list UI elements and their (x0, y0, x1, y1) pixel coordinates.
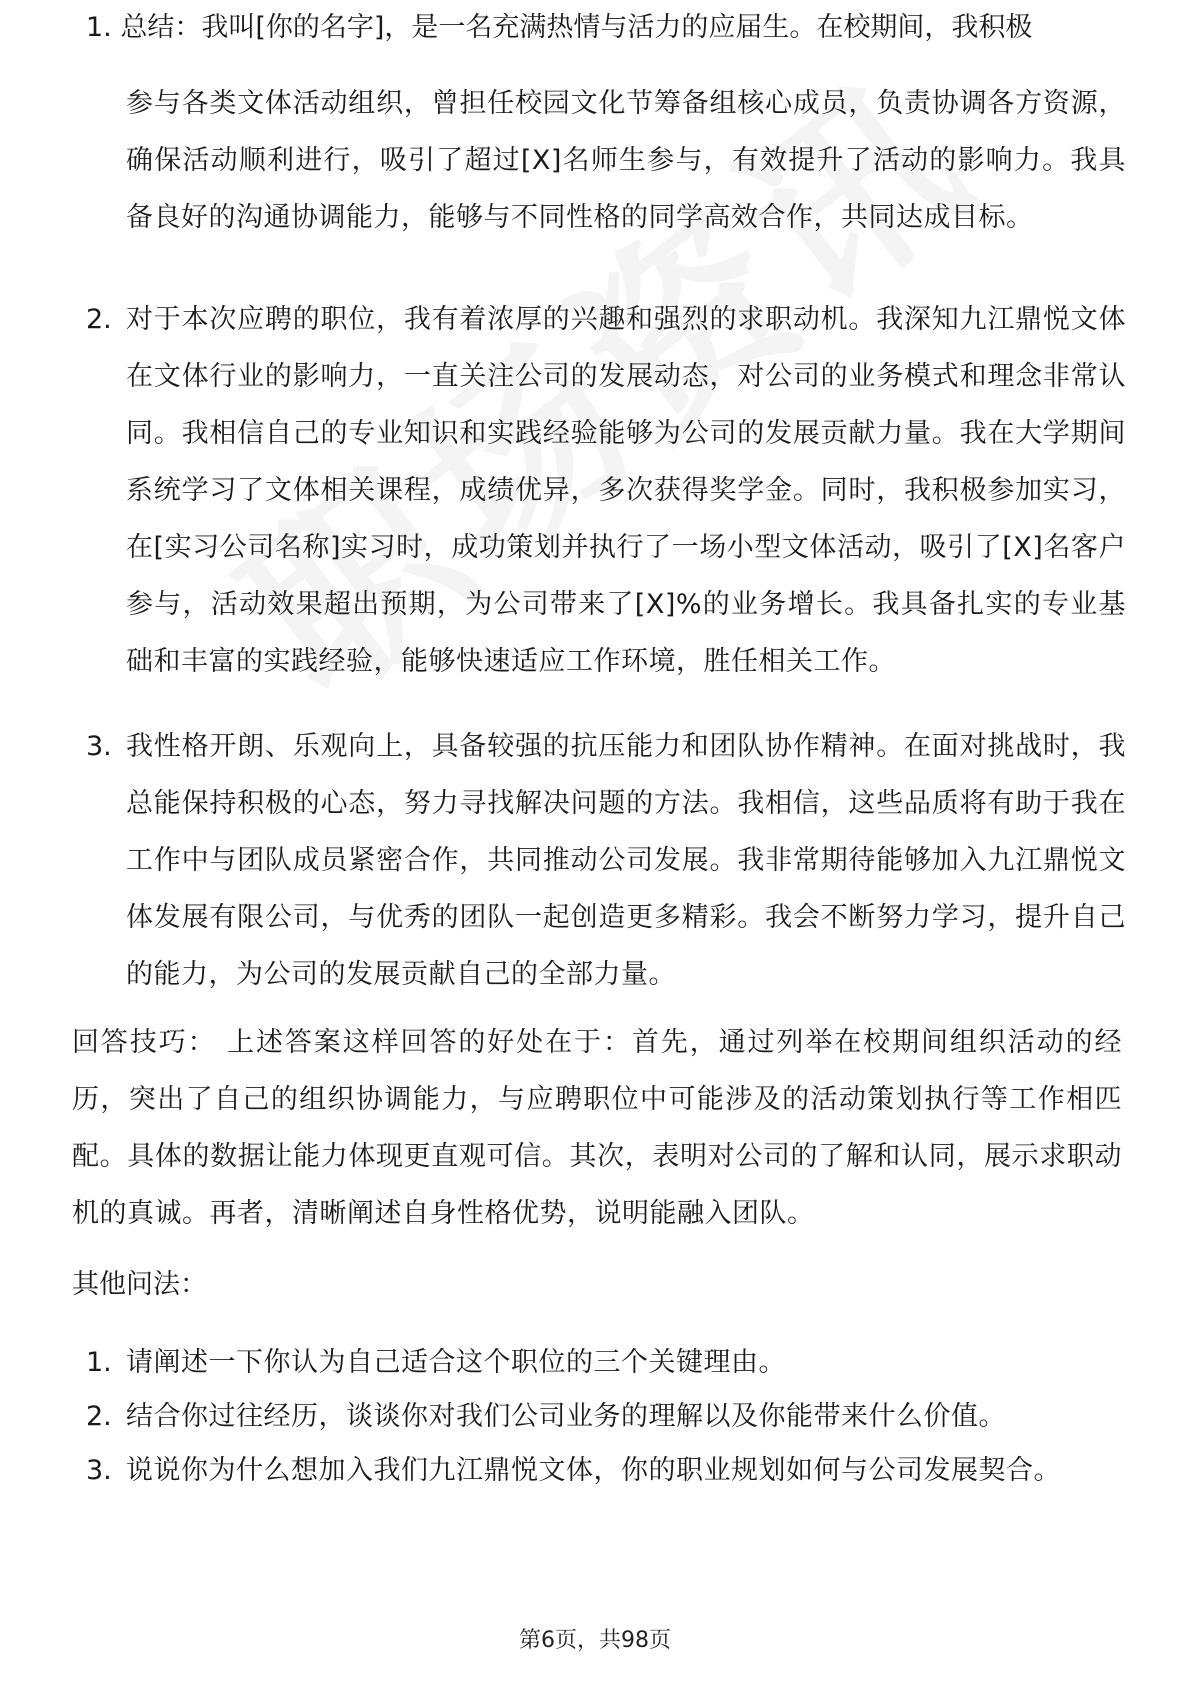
list-item-number: 1. (86, 1347, 112, 1378)
list-item (86, 1334, 1126, 1391)
other-questions-heading: 其他问法： (72, 1269, 207, 1300)
list-item-text: 说说你为什么想加入我们九江鼎悦文体，你的职业规划如何与公司发展契合。 (126, 1455, 1061, 1486)
list-item-text: 参与各类文体活动组织，曾担任校园文化节筹备组核心成员，负责协调各方资源，确保活动顺利进行，吸引了超过[X]名师生参与，有效提升了活动的影响力。我具备良好的沟通协调能力，能够与不同性格的同学高效合作，共同达成目标。 (126, 88, 1126, 233)
list-item-number: 3. (86, 1455, 112, 1486)
list-item-number: 3. (86, 731, 112, 762)
list-item (86, 1442, 1126, 1499)
list-item (86, 1388, 1126, 1445)
list-item-number: 2. (86, 1401, 112, 1432)
list-item (86, 291, 1126, 690)
list-item-text: 结合你过往经历，谈谈你对我们公司业务的理解以及你能带来什么价值。 (126, 1401, 1006, 1432)
clipped-top-line-text: 1. 总结：我叫[你的名字]，是一名充满热情与活力的应届生。在校期间，我积极 (86, 12, 1033, 43)
clipped-top-line (86, 12, 1033, 54)
page-footer: 第6页，共98页 (519, 1628, 671, 1653)
list-item-text: 请阐述一下你认为自己适合这个职位的三个关键理由。 (126, 1347, 786, 1378)
list-item-text: 对于本次应聘的职位，我有着浓厚的兴趣和强烈的求职动机。我深知九江鼎悦文体在文体行业的影响力，一直关注公司的发展动态，对公司的业务模式和理念非常认同。我相信自己的专业知识和实践经验能够为公司的发展贡献力量。我在大学期间系统学习了文体相关课程，成绩优异，多次获得奖学金。同时，我积极参加实习，在[实习公司名称]实习时，成功策划并执行了一场小型文体活动，吸引了[X]名客户参与，活动效果超出预期，为公司带来了[X]%的业务增长。我具备扎实的专业基础和丰富的实践经验，能够快速适应工作环境，胜任相关工作。 (126, 304, 1126, 677)
list-item-number: 2. (86, 304, 112, 335)
list-item (86, 718, 1126, 1003)
list-item-text: 我性格开朗、乐观向上，具备较强的抗压能力和团队协作精神。在面对挑战时，我总能保持积极的心态，努力寻找解决问题的方法。我相信，这些品质将有助于我在工作中与团队成员紧密合作，共同推动公司发展。我非常期待能够加入九江鼎悦文体发展有限公司，与优秀的团队一起创造更多精彩。我会不断努力学习，提升自己的能力，为公司的发展贡献自己的全部力量。 (126, 731, 1126, 990)
answer-tips-paragraph: 回答技巧： 上述答案这样回答的好处在于：首先，通过列举在校期间组织活动的经历，突出了自己的组织协调能力，与应聘职位中可能涉及的活动策划执行等工作相匹配。具体的数据让能力体现更直观可信。其次，表明对公司的了解和认同，展示求职动机的真诚。再者，清晰阐述自身性格优势，说明能融入团队。 (72, 1027, 1122, 1229)
list-item (86, 75, 1126, 246)
